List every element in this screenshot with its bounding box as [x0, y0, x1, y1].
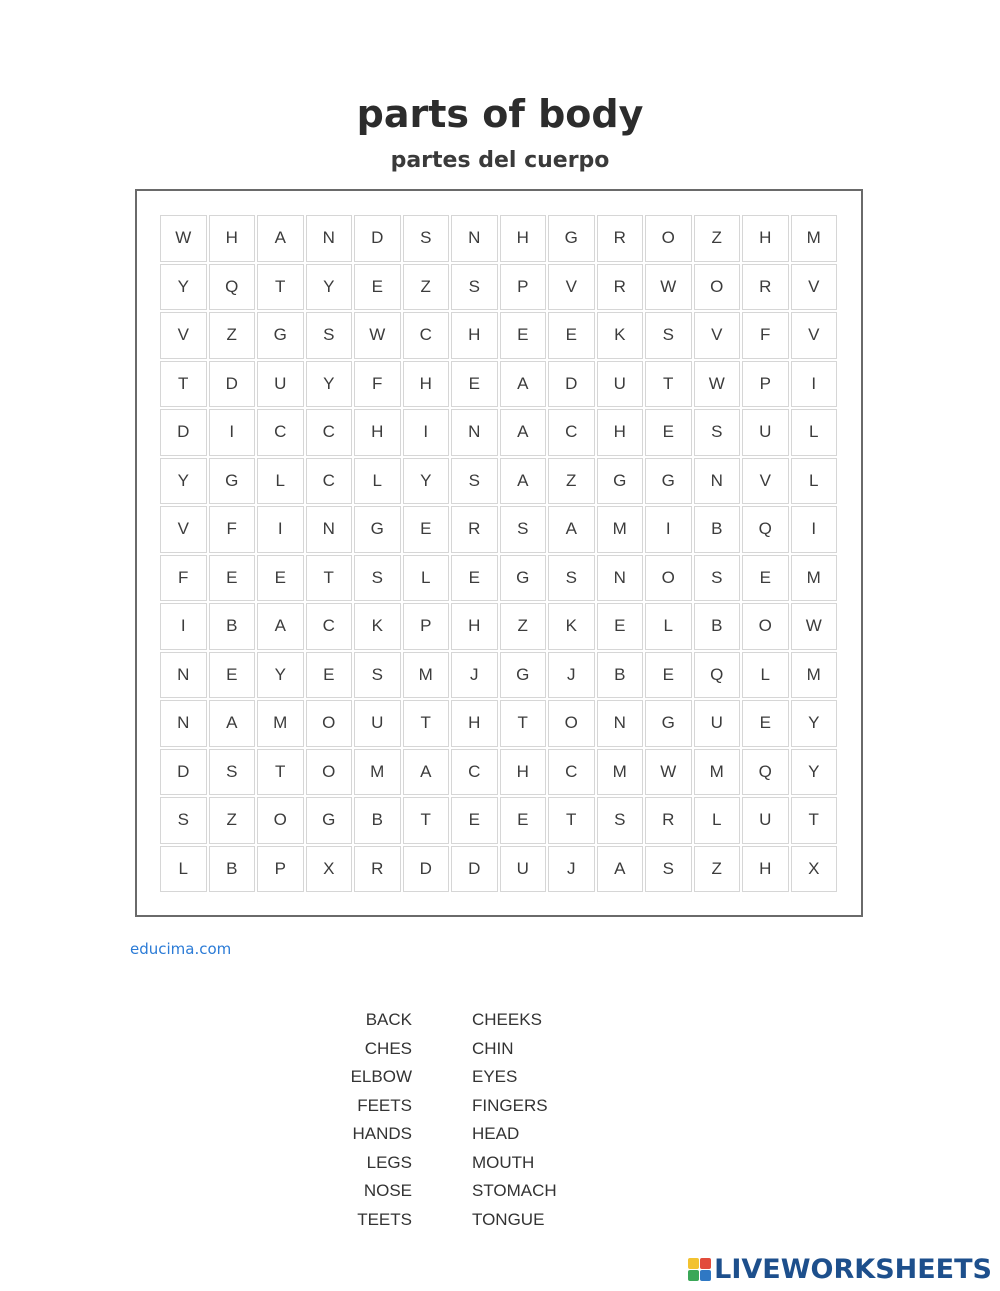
grid-cell[interactable]: K: [354, 603, 401, 650]
grid-cell[interactable]: N: [306, 215, 353, 262]
grid-cell[interactable]: A: [209, 700, 256, 747]
grid-cell[interactable]: O: [645, 215, 692, 262]
grid-cell[interactable]: Y: [791, 700, 838, 747]
grid-cell[interactable]: P: [742, 361, 789, 408]
grid-cell[interactable]: I: [403, 409, 450, 456]
grid-cell[interactable]: O: [645, 555, 692, 602]
grid-cell[interactable]: C: [306, 409, 353, 456]
grid-cell[interactable]: Y: [403, 458, 450, 505]
grid-cell[interactable]: L: [694, 797, 741, 844]
brand-name: LIVEWORKSHEETS: [714, 1254, 992, 1285]
grid-cell[interactable]: T: [306, 555, 353, 602]
grid-cell[interactable]: W: [354, 312, 401, 359]
grid-cell[interactable]: U: [500, 846, 547, 893]
grid-cell[interactable]: T: [645, 361, 692, 408]
grid-cell[interactable]: B: [694, 506, 741, 553]
grid-cell[interactable]: U: [257, 361, 304, 408]
grid-cell[interactable]: G: [548, 215, 595, 262]
grid-cell[interactable]: M: [791, 555, 838, 602]
grid-cell[interactable]: T: [160, 361, 207, 408]
grid-cell[interactable]: M: [597, 506, 644, 553]
grid-cell[interactable]: L: [354, 458, 401, 505]
grid-cell[interactable]: L: [257, 458, 304, 505]
grid-cell[interactable]: P: [500, 264, 547, 311]
grid-cell[interactable]: Q: [742, 749, 789, 796]
word-list-item: CHES: [364, 1038, 412, 1058]
grid-cell[interactable]: D: [354, 215, 401, 262]
grid-cell[interactable]: V: [791, 312, 838, 359]
word-list-left: [300, 1006, 412, 1234]
grid-cell[interactable]: B: [597, 652, 644, 699]
grid-cell[interactable]: U: [597, 361, 644, 408]
grid-cell[interactable]: T: [403, 797, 450, 844]
grid-cell[interactable]: E: [209, 555, 256, 602]
grid-cell[interactable]: E: [742, 700, 789, 747]
brand-footer: [688, 1254, 992, 1285]
grid-cell[interactable]: T: [257, 749, 304, 796]
grid-cell[interactable]: I: [160, 603, 207, 650]
grid-cell[interactable]: E: [597, 603, 644, 650]
grid-cell[interactable]: Z: [209, 797, 256, 844]
grid-cell[interactable]: T: [257, 264, 304, 311]
grid-cell[interactable]: T: [548, 797, 595, 844]
grid-cell[interactable]: O: [548, 700, 595, 747]
grid-cell[interactable]: O: [257, 797, 304, 844]
grid-cell[interactable]: S: [451, 264, 498, 311]
grid-cell[interactable]: E: [742, 555, 789, 602]
grid-cell[interactable]: I: [209, 409, 256, 456]
grid-cell[interactable]: T: [791, 797, 838, 844]
grid-cell[interactable]: N: [451, 409, 498, 456]
grid-cell[interactable]: W: [694, 361, 741, 408]
grid-cell[interactable]: Q: [742, 506, 789, 553]
grid-cell[interactable]: H: [403, 361, 450, 408]
grid-cell[interactable]: Z: [548, 458, 595, 505]
grid-cell[interactable]: V: [742, 458, 789, 505]
grid-cell[interactable]: F: [354, 361, 401, 408]
grid-cell[interactable]: V: [160, 312, 207, 359]
word-list-item: CHEEKS: [472, 1010, 542, 1029]
grid-cell[interactable]: G: [645, 458, 692, 505]
grid-cell[interactable]: C: [548, 749, 595, 796]
grid-cell[interactable]: H: [354, 409, 401, 456]
grid-cell[interactable]: F: [209, 506, 256, 553]
grid-cell[interactable]: V: [694, 312, 741, 359]
grid-cell[interactable]: G: [354, 506, 401, 553]
grid-cell[interactable]: G: [209, 458, 256, 505]
grid-cell[interactable]: S: [694, 555, 741, 602]
grid-cell[interactable]: D: [160, 749, 207, 796]
grid-cell[interactable]: M: [597, 749, 644, 796]
grid-cell[interactable]: H: [451, 700, 498, 747]
grid-cell[interactable]: E: [645, 409, 692, 456]
word-list-item: ELBOW: [350, 1067, 412, 1086]
word-list-item: MOUTH: [472, 1152, 535, 1172]
grid-cell[interactable]: A: [257, 603, 304, 650]
grid-cell[interactable]: L: [645, 603, 692, 650]
grid-cell[interactable]: M: [694, 749, 741, 796]
grid-cell[interactable]: P: [403, 603, 450, 650]
grid-cell[interactable]: C: [451, 749, 498, 796]
grid-cell[interactable]: M: [354, 749, 401, 796]
grid-cell[interactable]: A: [500, 361, 547, 408]
grid-cell[interactable]: S: [645, 312, 692, 359]
word-list-item: HEAD: [472, 1124, 520, 1143]
grid-cell[interactable]: G: [500, 652, 547, 699]
grid-cell[interactable]: L: [742, 652, 789, 699]
grid-cell[interactable]: H: [209, 215, 256, 262]
grid-cell[interactable]: O: [742, 603, 789, 650]
grid-cell[interactable]: L: [403, 555, 450, 602]
grid-cell[interactable]: L: [791, 458, 838, 505]
grid-cell[interactable]: O: [694, 264, 741, 311]
grid-cell[interactable]: H: [451, 603, 498, 650]
grid-cell[interactable]: B: [354, 797, 401, 844]
grid-cell[interactable]: F: [160, 555, 207, 602]
grid-cell[interactable]: E: [451, 555, 498, 602]
grid-cell[interactable]: C: [306, 458, 353, 505]
word-list-item: FINGERS: [472, 1095, 548, 1115]
grid-cell[interactable]: Y: [306, 264, 353, 311]
word-list-item: TONGUE: [472, 1209, 545, 1229]
grid-cell[interactable]: R: [597, 264, 644, 311]
grid-cell[interactable]: Q: [694, 652, 741, 699]
grid-cell[interactable]: A: [500, 409, 547, 456]
grid-cell[interactable]: H: [451, 312, 498, 359]
grid-cell[interactable]: H: [597, 409, 644, 456]
grid-cell[interactable]: J: [548, 846, 595, 893]
grid-cell[interactable]: G: [500, 555, 547, 602]
grid-cell[interactable]: U: [742, 797, 789, 844]
grid-cell[interactable]: R: [451, 506, 498, 553]
grid-cell[interactable]: Z: [694, 215, 741, 262]
grid-cell[interactable]: A: [403, 749, 450, 796]
grid-cell[interactable]: E: [451, 361, 498, 408]
grid-cell[interactable]: J: [451, 652, 498, 699]
grid-cell[interactable]: Y: [791, 749, 838, 796]
grid-cell[interactable]: E: [354, 264, 401, 311]
grid-cell[interactable]: E: [403, 506, 450, 553]
grid-cell[interactable]: K: [597, 312, 644, 359]
grid-cell[interactable]: N: [306, 506, 353, 553]
grid-cell[interactable]: P: [257, 846, 304, 893]
grid-cell[interactable]: W: [645, 749, 692, 796]
grid-cell[interactable]: C: [548, 409, 595, 456]
grid-cell[interactable]: I: [645, 506, 692, 553]
grid-cell[interactable]: M: [791, 215, 838, 262]
grid-cell[interactable]: C: [403, 312, 450, 359]
grid-cell[interactable]: S: [451, 458, 498, 505]
grid-cell[interactable]: V: [791, 264, 838, 311]
grid-cell[interactable]: S: [306, 312, 353, 359]
grid-cell[interactable]: E: [209, 652, 256, 699]
grid-cell[interactable]: S: [354, 555, 401, 602]
grid-cell[interactable]: N: [160, 652, 207, 699]
word-list-item: FEETS: [357, 1095, 412, 1115]
grid-cell[interactable]: U: [742, 409, 789, 456]
grid-cell[interactable]: A: [500, 458, 547, 505]
grid-cell[interactable]: Y: [160, 458, 207, 505]
grid-cell[interactable]: H: [742, 846, 789, 893]
word-list-item: STOMACH: [472, 1181, 557, 1200]
grid-cell[interactable]: Z: [500, 603, 547, 650]
grid-cell[interactable]: M: [403, 652, 450, 699]
grid-cell[interactable]: C: [257, 409, 304, 456]
grid-cell[interactable]: M: [257, 700, 304, 747]
grid-cell[interactable]: G: [645, 700, 692, 747]
grid-cell[interactable]: E: [548, 312, 595, 359]
grid-cell[interactable]: A: [548, 506, 595, 553]
grid-cell[interactable]: B: [694, 603, 741, 650]
grid-cell[interactable]: Q: [209, 264, 256, 311]
grid-cell[interactable]: W: [791, 603, 838, 650]
grid-cell[interactable]: Y: [160, 264, 207, 311]
grid-cell[interactable]: G: [306, 797, 353, 844]
grid-cell[interactable]: H: [500, 749, 547, 796]
grid-cell[interactable]: U: [354, 700, 401, 747]
grid-cell[interactable]: M: [791, 652, 838, 699]
grid-cell[interactable]: G: [257, 312, 304, 359]
grid-cell[interactable]: J: [548, 652, 595, 699]
grid-cell[interactable]: S: [694, 409, 741, 456]
word-list-item: NOSE: [363, 1181, 412, 1200]
grid-cell[interactable]: H: [742, 215, 789, 262]
grid-cell[interactable]: E: [451, 797, 498, 844]
word-list-right: [472, 1006, 632, 1234]
word-list-item: HANDS: [352, 1124, 412, 1143]
grid-cell[interactable]: S: [403, 215, 450, 262]
grid-cell[interactable]: S: [160, 797, 207, 844]
grid-cell[interactable]: V: [160, 506, 207, 553]
grid-cell[interactable]: S: [548, 555, 595, 602]
grid-cell[interactable]: E: [306, 652, 353, 699]
liveworksheets-logo-icon: [688, 1258, 711, 1281]
grid-cell[interactable]: R: [597, 215, 644, 262]
grid-cell[interactable]: N: [597, 700, 644, 747]
grid-cell[interactable]: N: [694, 458, 741, 505]
grid-cell[interactable]: L: [791, 409, 838, 456]
grid-cell[interactable]: R: [354, 846, 401, 893]
grid-cell[interactable]: D: [403, 846, 450, 893]
grid-cell[interactable]: S: [645, 846, 692, 893]
grid-cell[interactable]: C: [306, 603, 353, 650]
word-list-item: CHIN: [472, 1038, 514, 1058]
grid-cell[interactable]: K: [548, 603, 595, 650]
grid-cell[interactable]: D: [451, 846, 498, 893]
source-credit: educima.com: [130, 940, 232, 958]
grid-cell[interactable]: T: [500, 700, 547, 747]
grid-cell[interactable]: F: [742, 312, 789, 359]
grid-cell[interactable]: I: [257, 506, 304, 553]
grid-cell[interactable]: A: [597, 846, 644, 893]
page-subtitle: partes del cuerpo: [390, 148, 610, 173]
grid-cell[interactable]: O: [306, 700, 353, 747]
grid-cell[interactable]: H: [500, 215, 547, 262]
grid-cell[interactable]: Z: [694, 846, 741, 893]
grid-cell[interactable]: D: [209, 361, 256, 408]
grid-cell[interactable]: E: [500, 797, 547, 844]
grid-cell[interactable]: S: [597, 797, 644, 844]
grid-cell[interactable]: Y: [257, 652, 304, 699]
grid-cell[interactable]: E: [500, 312, 547, 359]
word-list-item: BACK: [365, 1010, 412, 1029]
grid-cell[interactable]: R: [742, 264, 789, 311]
grid-cell[interactable]: E: [645, 652, 692, 699]
grid-cell[interactable]: B: [209, 603, 256, 650]
grid-cell[interactable]: T: [403, 700, 450, 747]
grid-cell[interactable]: Z: [403, 264, 450, 311]
grid-cell[interactable]: N: [597, 555, 644, 602]
grid-cell[interactable]: A: [257, 215, 304, 262]
grid-cell[interactable]: U: [694, 700, 741, 747]
grid-cell[interactable]: I: [791, 361, 838, 408]
grid-cell[interactable]: Z: [209, 312, 256, 359]
word-list-item: EYES: [472, 1067, 518, 1086]
grid-cell[interactable]: S: [209, 749, 256, 796]
grid-cell[interactable]: R: [645, 797, 692, 844]
grid-cell[interactable]: X: [791, 846, 838, 893]
grid-cell[interactable]: S: [500, 506, 547, 553]
grid-cell[interactable]: E: [257, 555, 304, 602]
grid-cell[interactable]: D: [548, 361, 595, 408]
grid-cell[interactable]: X: [306, 846, 353, 893]
word-search-grid: [160, 215, 837, 892]
word-list-item: TEETS: [357, 1209, 412, 1229]
grid-cell[interactable]: I: [791, 506, 838, 553]
grid-cell[interactable]: N: [451, 215, 498, 262]
page-title: parts of body: [356, 92, 644, 136]
grid-cell[interactable]: O: [306, 749, 353, 796]
grid-cell[interactable]: D: [160, 409, 207, 456]
grid-cell[interactable]: B: [209, 846, 256, 893]
grid-cell[interactable]: N: [160, 700, 207, 747]
grid-cell[interactable]: L: [160, 846, 207, 893]
grid-cell[interactable]: V: [548, 264, 595, 311]
grid-cell[interactable]: W: [645, 264, 692, 311]
grid-cell[interactable]: S: [354, 652, 401, 699]
grid-cell[interactable]: W: [160, 215, 207, 262]
word-list-item: LEGS: [366, 1152, 412, 1172]
grid-cell[interactable]: Y: [306, 361, 353, 408]
grid-cell[interactable]: G: [597, 458, 644, 505]
